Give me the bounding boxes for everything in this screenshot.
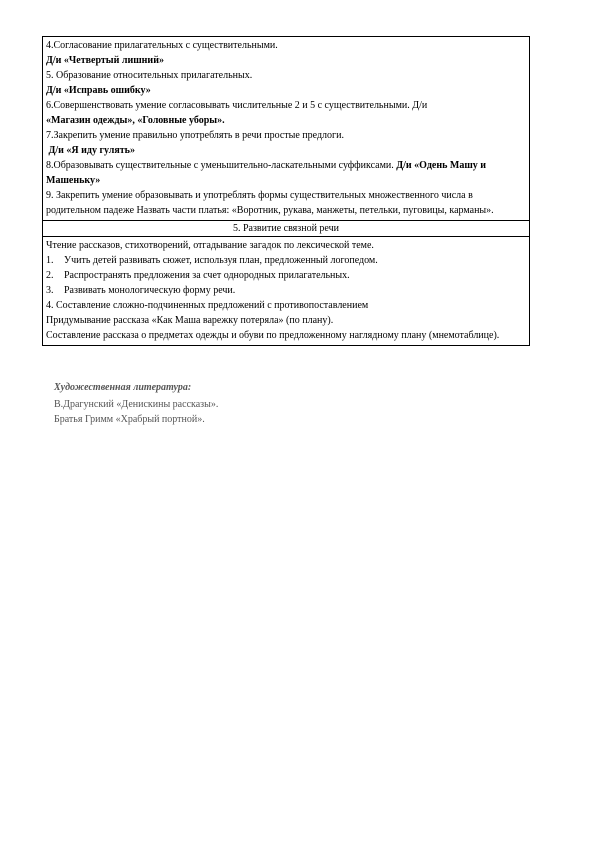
list-item xyxy=(46,268,526,283)
line-6: 6.Совершенствовать умение согласовывать числительные 2 и 5 с существительными. Д/и xyxy=(46,100,428,111)
content-table xyxy=(42,36,530,346)
section-header: 5. Развитие связной речи xyxy=(43,220,529,237)
list-item xyxy=(46,283,526,298)
game-3: «Магазин одежды», «Головные уборы». xyxy=(46,115,225,126)
game-4: Д/и «Я иду гулять» xyxy=(46,145,135,156)
list-text: Развивать монологическую форму речи. xyxy=(64,285,236,296)
intro-line: Чтение рассказов, стихотворений, отгадывание загадок по лексической теме. xyxy=(46,240,374,251)
game-2: Д/и «Исправь ошибку» xyxy=(46,85,151,96)
game-1: Д/и «Четвертый лишний» xyxy=(46,55,164,66)
line-7: 7.Закрепить умение правильно употреблять в речи простые предлоги. xyxy=(46,130,344,141)
line-9: 9. Закрепить умение образовывать и употреблять формы существительных множественного числа в родительном падеже Назвать части платья: «Воротник, рукава, манжеты, петельки, пуговицы, карманы». xyxy=(46,190,494,216)
line-story: Придумывание рассказа «Как Маша варежку потеряла» (по плану). xyxy=(46,315,334,326)
list-number: 2. xyxy=(46,270,54,281)
literature-item: В.Драгунский «Денискины рассказы». xyxy=(54,399,219,410)
literature-title: Художественная литература: xyxy=(54,382,192,393)
list-item xyxy=(46,253,526,268)
speech-development-cell xyxy=(43,237,529,345)
line-compose: Составление рассказа о предметах одежды и обуви по предложенному наглядному плану (мнемотаблице). xyxy=(46,330,500,341)
line-5: 5. Образование относительных прилагательных. xyxy=(46,70,253,81)
game-5: Д/и «Одень Машу и Машеньку» xyxy=(46,160,487,186)
list-text: Учить детей развивать сюжет, используя план, предложенный логопедом. xyxy=(64,255,378,266)
speech-grammar-cell xyxy=(43,37,529,220)
literature-item: Братья Гримм «Храбрый портной». xyxy=(54,414,205,425)
literature-block xyxy=(54,380,218,427)
line-8-text: 8.Образовывать существительные с уменьшительно-ласкательными суффиксами. xyxy=(46,160,397,171)
line-sentences: 4. Составление сложно-подчиненных предложений с противопоставлением xyxy=(46,300,369,311)
list-number: 3. xyxy=(46,285,54,296)
list-number: 1. xyxy=(46,255,54,266)
line-4: 4.Согласование прилагательных с существительными. xyxy=(46,40,278,51)
list-text: Распространять предложения за счет однородных прилагательных. xyxy=(64,270,350,281)
line-8 xyxy=(46,158,526,188)
